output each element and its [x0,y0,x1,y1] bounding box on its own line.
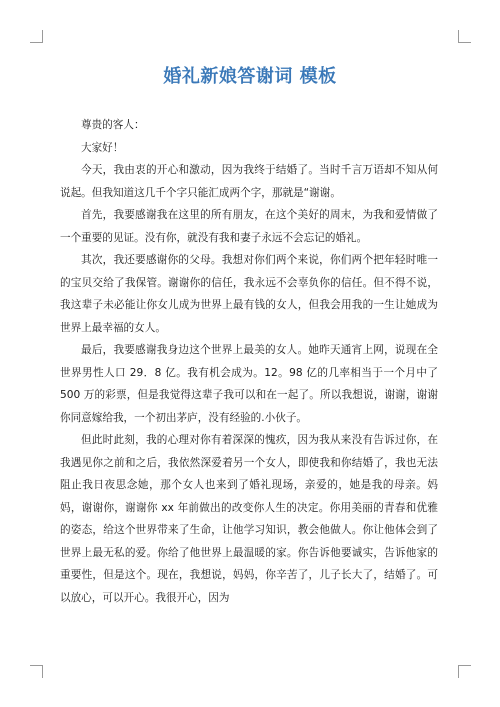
paragraph-thanks-parents: 其次，我还要感谢你的父母。我想对你们两个来说，你们两个把年轻时唯一的宝贝交给了我保管。谢谢你的信任，我永远不会辜负你的信任。但不得不说，我这辈子未必能让你女儿成为世界上最有钱的女人，但我会用我的一生让她成为世界上最幸福的女人。 [60,254,438,334]
document-body [60,114,438,609]
paragraph-mother: 但此时此刻，我的心理对你有着深深的愧疚，因为我从来没有告诉过你，在我遇见你之前和之后，我依然深爱着另一个女人，即使我和你结婚了，我也无法阻止我日夜思念她，那个女人也来到了婚礼现场，亲爱的，她是我的母亲。妈妈，谢谢你，谢谢你 xx 年前做出的改变你人生的决定。你用美丽的青春和优雅的姿态，给这个世界带来了生命，让他学习知识，教会他做人。你让他体会到了世界上最无私的爱。你给了他世界上最温暖的家。你告诉他要诚实，告诉他家的重要性，但是这个。现在，我想说，妈妈，你辛苦了，儿子长大了，结婚了。可以放心，可以开心。我很开心，因为 [60,434,438,604]
crop-mark-bottom-right [458,665,471,678]
crop-mark-top-right [458,30,471,43]
document-title: 婚礼新娘答谢词 模板 [163,66,337,87]
paragraph-opening: 今天，我由衷的开心和激动，因为我终于结婚了。当时千言万语却不知从何说起。但我知道这几千个字只能汇成两个字，那就是“谢谢。 [60,164,438,199]
paragraph-thanks-friends: 首先，我要感谢我在这里的所有朋友，在这个美好的周末，为我和爱情做了一个重要的见证。没有你，就没有我和妻子永远不会忘记的婚礼。 [60,209,438,244]
greeting: 大家好！ [81,141,124,154]
crop-mark-bottom-left [30,665,43,678]
salutation: 尊贵的客人： [81,119,145,131]
crop-mark-top-left [30,30,43,43]
paragraph-thanks-wife: 最后，我要感谢我身边这个世界上最美的女人。她昨天通宵上网，说现在全世界男性人口 29．8 亿。我有机会成为。12。98 亿的几率相当于一个月中了 500 万的彩票，但是我觉得这辈子我可以和在一起了。所以我想说，谢谢，谢谢你同意嫁给我，一个初出茅庐，没有经验的.小伙子。 [60,344,438,424]
